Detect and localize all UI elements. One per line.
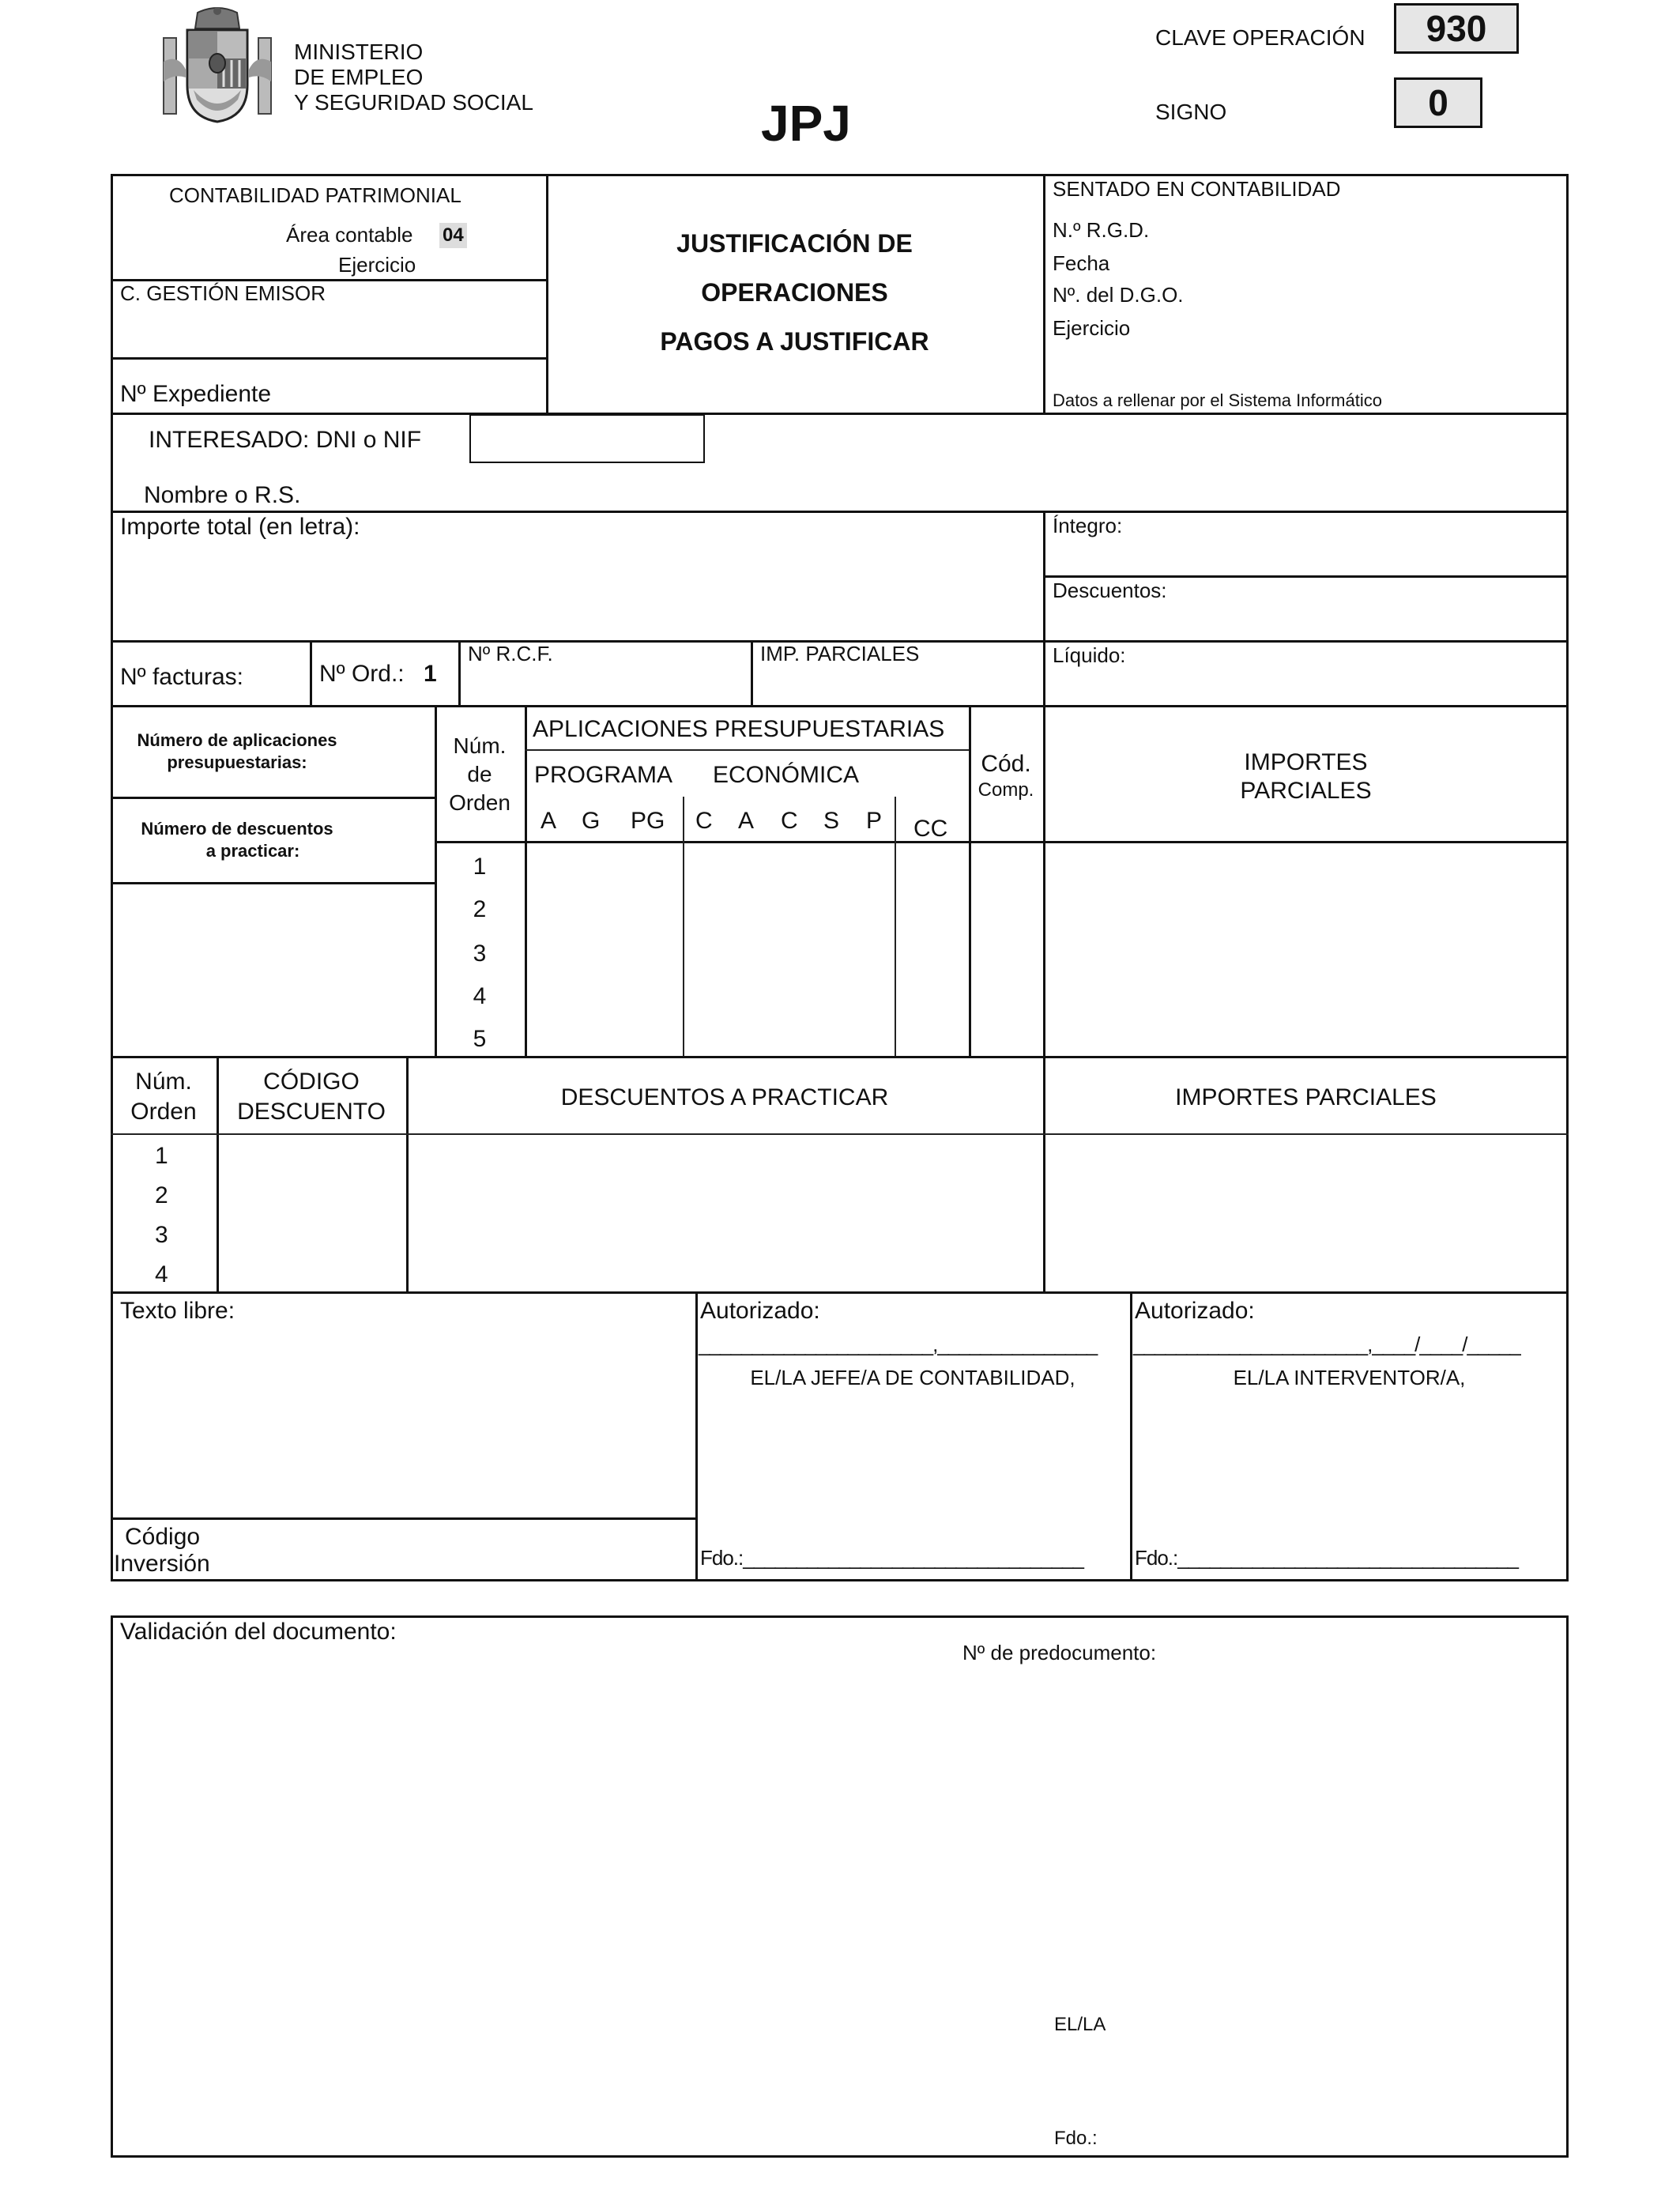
desc-num-line-1: Núm.: [135, 1069, 192, 1095]
date-line-1: ______________________,_______________: [699, 1333, 1098, 1356]
signo-value: 0: [1428, 82, 1448, 123]
aplicacion-row-5: 5: [473, 1026, 487, 1052]
sub-col-s: S: [823, 808, 840, 834]
aplicacion-row-4: 4: [473, 983, 487, 1009]
ejercicio-label-left: Ejercicio: [338, 253, 416, 277]
descuento-row-2: 2: [155, 1182, 168, 1208]
descuentos-practicar-header: DESCUENTOS A PRACTICAR: [560, 1084, 889, 1110]
clave-operacion-box: [1394, 3, 1519, 54]
n-ord-label: Nº Ord.:: [319, 661, 405, 687]
gestion-emisor-field[interactable]: [119, 310, 537, 352]
importe-total-label: Importe total (en letra):: [120, 514, 360, 540]
num-orden-line-3: Orden: [449, 790, 510, 815]
predocumento-label: Nº de predocumento:: [962, 1641, 1157, 1664]
cod-label: Cód.: [981, 751, 1031, 777]
aplicacion-row-2: 2: [473, 896, 487, 922]
sub-col-g: G: [582, 808, 601, 834]
aplicaciones-header: APLICACIONES PRESUPUESTARIAS: [533, 716, 945, 742]
sub-col-c1: C: [695, 808, 713, 834]
interesado-dni-label: INTERESADO: DNI o NIF: [149, 427, 422, 453]
integro-label: Íntegro:: [1053, 514, 1123, 537]
codigo-inversion-line-2: Inversión: [114, 1551, 210, 1577]
ministry-line-3: Y SEGURIDAD SOCIAL: [294, 90, 533, 115]
nombre-label: Nombre o R.S.: [144, 482, 301, 508]
aplicacion-row-1: 1: [473, 854, 487, 880]
validacion-fdo: Fdo.:: [1054, 2128, 1098, 2149]
fdo-line-1: Fdo.:________________________________: [700, 1546, 1083, 1570]
importes-parciales-line-2: PARCIALES: [1240, 778, 1372, 804]
comp-label: Comp.: [977, 779, 1034, 801]
jefe-contabilidad-label: EL/LA JEFE/A DE CONTABILIDAD,: [750, 1366, 1075, 1389]
autorizado-label-2: Autorizado:: [1135, 1298, 1255, 1324]
num-orden-line-1: Núm.: [453, 733, 507, 758]
sub-col-pg: PG: [631, 808, 665, 834]
clave-operacion-value: 930: [1426, 8, 1487, 49]
nombre-field[interactable]: [332, 474, 1549, 509]
num-aplicaciones-line-1: Número de aplicaciones: [137, 730, 337, 750]
fdo-line-2: Fdo.:________________________________: [1135, 1546, 1518, 1570]
rcf-label: Nº R.C.F.: [468, 642, 553, 665]
economica-label: ECONÓMICA: [713, 762, 860, 788]
descuentos-importes-header: IMPORTES PARCIALES: [1175, 1084, 1437, 1110]
contabilidad-patrimonial: CONTABILIDAD PATRIMONIAL: [169, 183, 461, 207]
n-facturas-label: Nº facturas:: [120, 664, 244, 690]
importe-total-field[interactable]: [119, 553, 1035, 632]
codigo-descuento-line-2: DESCUENTO: [237, 1099, 386, 1125]
area-contable-label: Área contable: [286, 223, 413, 247]
sub-col-p: P: [866, 808, 883, 834]
descuento-row-4: 4: [155, 1261, 168, 1287]
title-line-2: OPERACIONES: [701, 278, 888, 307]
sentado-label: SENTADO EN CONTABILIDAD: [1053, 177, 1341, 201]
validacion-frame: [111, 1615, 1569, 2158]
interventor-label: EL/LA INTERVENTOR/A,: [1233, 1366, 1466, 1389]
sub-col-a1: A: [541, 808, 557, 834]
ejercicio-label-right: Ejercicio: [1053, 316, 1131, 340]
gestion-emisor-label: C. GESTIÓN EMISOR: [120, 281, 326, 305]
importes-parciales-line-1: IMPORTES: [1244, 749, 1368, 775]
codigo-descuento-line-1: CÓDIGO: [263, 1069, 360, 1095]
coat-of-arms-logo: [162, 6, 273, 123]
date-line-2: ______________________,____/____/_____: [1133, 1333, 1520, 1356]
clave-operacion-label: CLAVE OPERACIÓN: [1155, 25, 1365, 50]
texto-libre-field[interactable]: [119, 1331, 691, 1514]
liquido-label: Líquido:: [1053, 643, 1126, 667]
num-descuentos-line-1: Número de descuentos: [141, 819, 333, 839]
datos-sistema-note: Datos a rellenar por el Sistema Informático: [1053, 390, 1382, 410]
validacion-ella: EL/LA: [1054, 2014, 1106, 2035]
codigo-inversion-line-1: Código: [125, 1524, 201, 1550]
dni-nif-field[interactable]: [473, 417, 702, 460]
desc-num-line-2: Orden: [130, 1099, 197, 1125]
aplicacion-row-3: 3: [473, 941, 487, 967]
ministry-line-1: MINISTERIO: [294, 40, 424, 64]
dgo-label: Nº. del D.G.O.: [1053, 283, 1184, 307]
rgd-label: N.º R.G.D.: [1053, 218, 1150, 242]
form-code: JPJ: [761, 95, 851, 152]
num-aplicaciones-line-2: presupuestarias:: [167, 752, 307, 772]
imp-parciales-label: IMP. PARCIALES: [760, 642, 920, 665]
signo-box: [1394, 77, 1482, 128]
descuento-row-1: 1: [155, 1143, 168, 1169]
validacion-title: Validación del documento:: [120, 1619, 397, 1645]
descuento-row-3: 3: [155, 1222, 168, 1248]
expediente-label: Nº Expediente: [120, 381, 272, 407]
descuentos-label: Descuentos:: [1053, 579, 1167, 602]
programa-label: PROGRAMA: [534, 762, 673, 788]
autorizado-label-1: Autorizado:: [700, 1298, 820, 1324]
title-line-1: JUSTIFICACIÓN DE: [676, 229, 913, 258]
title-line-3: PAGOS A JUSTIFICAR: [660, 327, 929, 356]
n-ord-value: 1: [424, 661, 437, 687]
signo-label: SIGNO: [1155, 100, 1227, 124]
fecha-label: Fecha: [1053, 251, 1110, 275]
ministry-line-2: DE EMPLEO: [294, 65, 424, 89]
texto-libre-label: Texto libre:: [120, 1298, 235, 1324]
sub-col-c2: C: [781, 808, 798, 834]
sub-col-a2: A: [738, 808, 755, 834]
area-contable-value: 04: [439, 223, 467, 248]
num-orden-line-2: de: [467, 762, 492, 786]
sub-col-cc: CC: [913, 816, 948, 842]
num-descuentos-line-2: a practicar:: [205, 841, 300, 861]
